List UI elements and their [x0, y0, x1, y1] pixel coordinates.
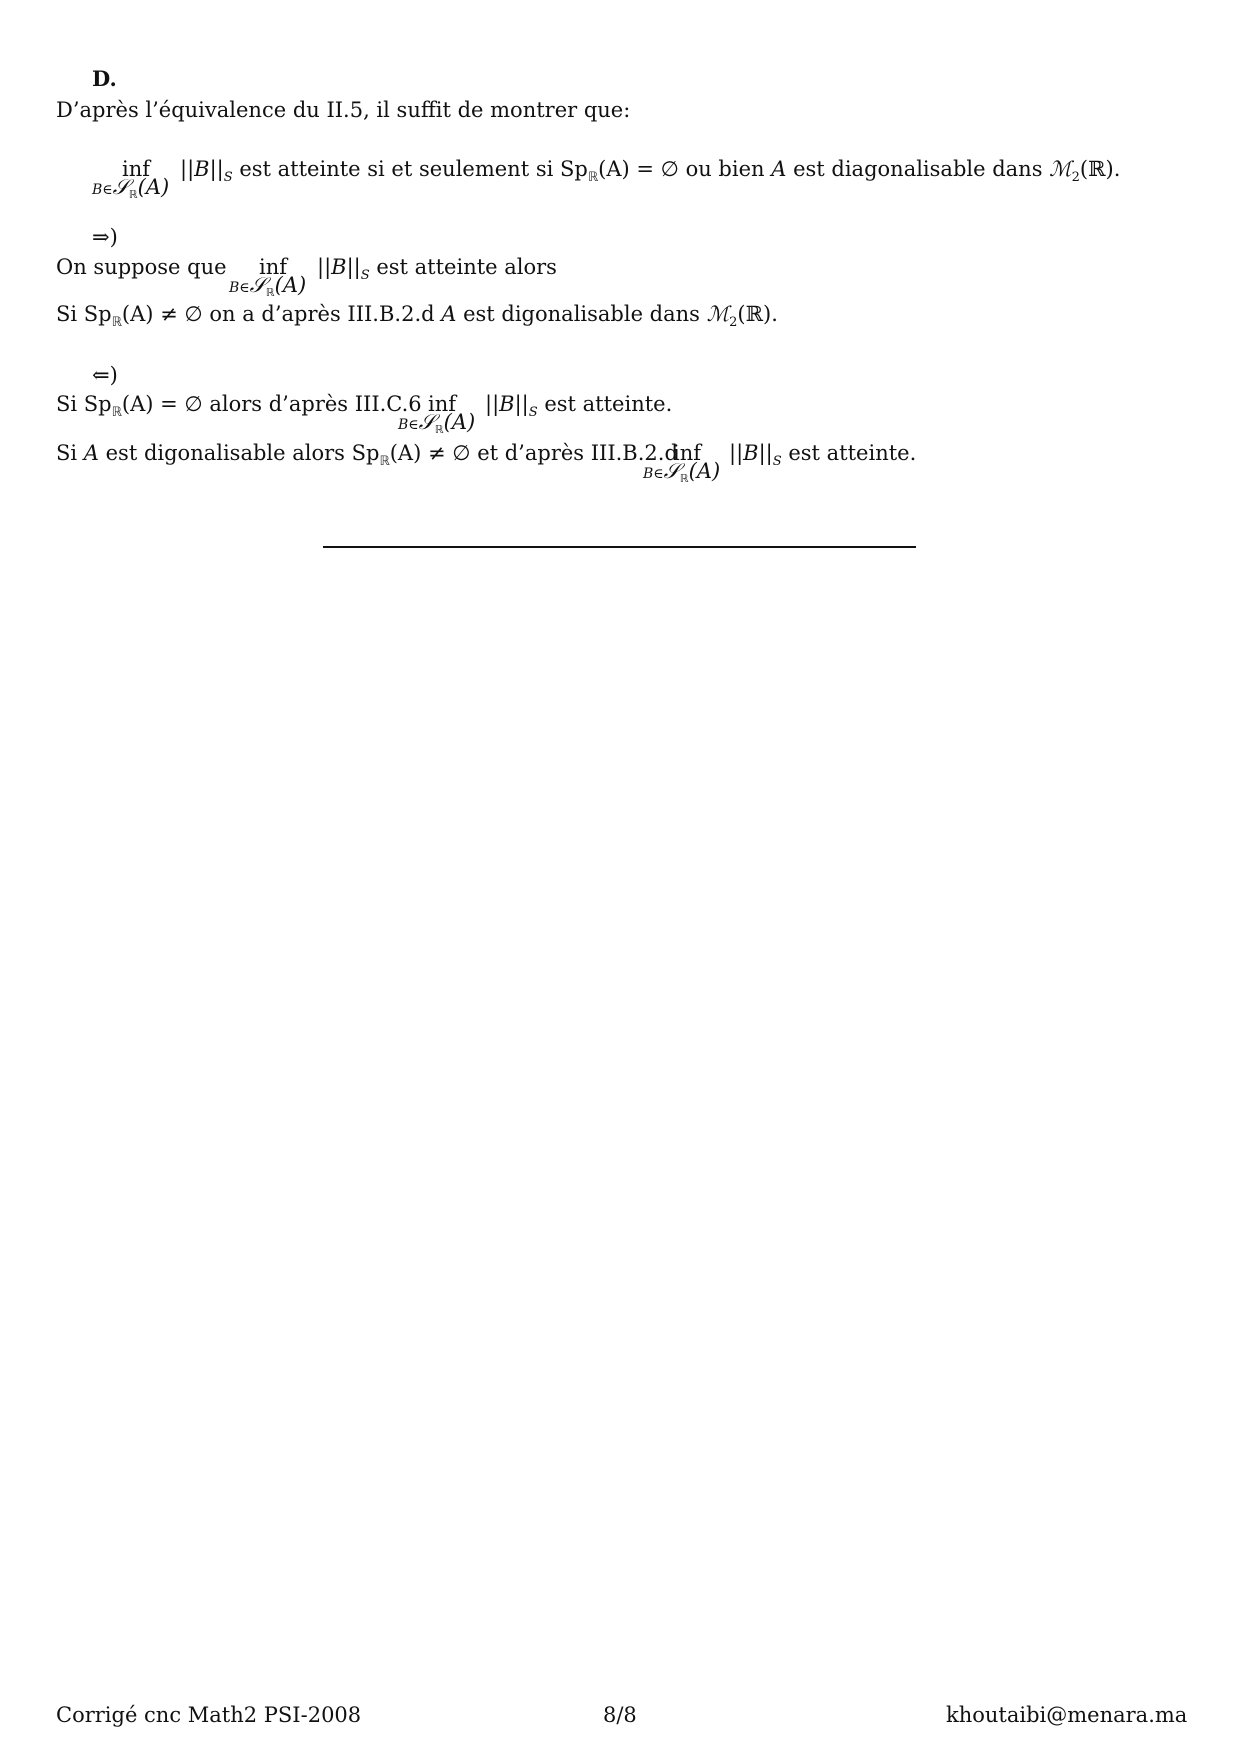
intro-paragraph: D’après l’équivalence du II.5, il suffit de montrer que:: [56, 98, 631, 122]
backward-line1-end: $||B||_S$ est atteinte.: [485, 392, 673, 420]
end-rule: [323, 546, 916, 548]
section-heading: D.: [92, 66, 117, 91]
backward-line1-start: Si $Sp_ℝ(A)$ = ∅ alors d’après III.C.6: [56, 392, 422, 420]
footer-page-number: 8/8: [603, 1703, 637, 1727]
document-page: D. D’après l’équivalence du II.5, il suffit de montrer que: inf B∈𝒮$_ℝ$(A) $||B||_S$ est atteinte si et seulement si $Sp_ℝ(A)$ = ∅ ou bien A est diagonalisable dans ℳ$_2$(ℝ). ⇒) On suppose que inf B∈𝒮$_ℝ$(A) $||B||_S$ est atteinte alors Si $Sp_ℝ(A)$ ≠ ∅ on a d’après III.B.2.d A est digonalisable dans ℳ$_2$(ℝ). ⇐) Si $Sp_ℝ(A)$ = ∅ alors d’après III.C.6 inf B∈𝒮$_ℝ$(A) $||B||_S$ est atteinte. Si A est digonalisable alors $Sp_ℝ(A)$ ≠ ∅ et d’après III.B.2.d inf B∈𝒮$_ℝ$(A) $||B||_S$ est atteinte. Corrigé cnc Math2 PSI-2008 8/8 khoutaibi@menara.ma: [56, 66, 1188, 1727]
forward-line1-intro: On suppose que: [56, 255, 227, 279]
footer-email: khoutaibi@menara.ma: [946, 1703, 1188, 1727]
backward-arrow: ⇐): [92, 363, 118, 387]
backward-line2-end: $||B||_S$ est atteinte.: [729, 441, 917, 469]
forward-arrow: ⇒): [92, 225, 118, 249]
backward-line2-start: Si A est digonalisable alors $Sp_ℝ(A)$ ≠ ∅ et d’après III.B.2.d: [56, 441, 678, 469]
footer-title: Corrigé cnc Math2 PSI-2008: [56, 1703, 362, 1727]
forward-line1-end: $||B||_S$ est atteinte alors: [317, 255, 557, 283]
display-statement: $||B||_S$ est atteinte si et seulement si $Sp_ℝ(A)$ = ∅ ou bien A est diagonalisable dans ℳ$_2$(ℝ).: [180, 157, 1121, 185]
forward-line2: Si $Sp_ℝ(A)$ ≠ ∅ on a d’après III.B.2.d A est digonalisable dans ℳ$_2$(ℝ).: [56, 302, 778, 330]
